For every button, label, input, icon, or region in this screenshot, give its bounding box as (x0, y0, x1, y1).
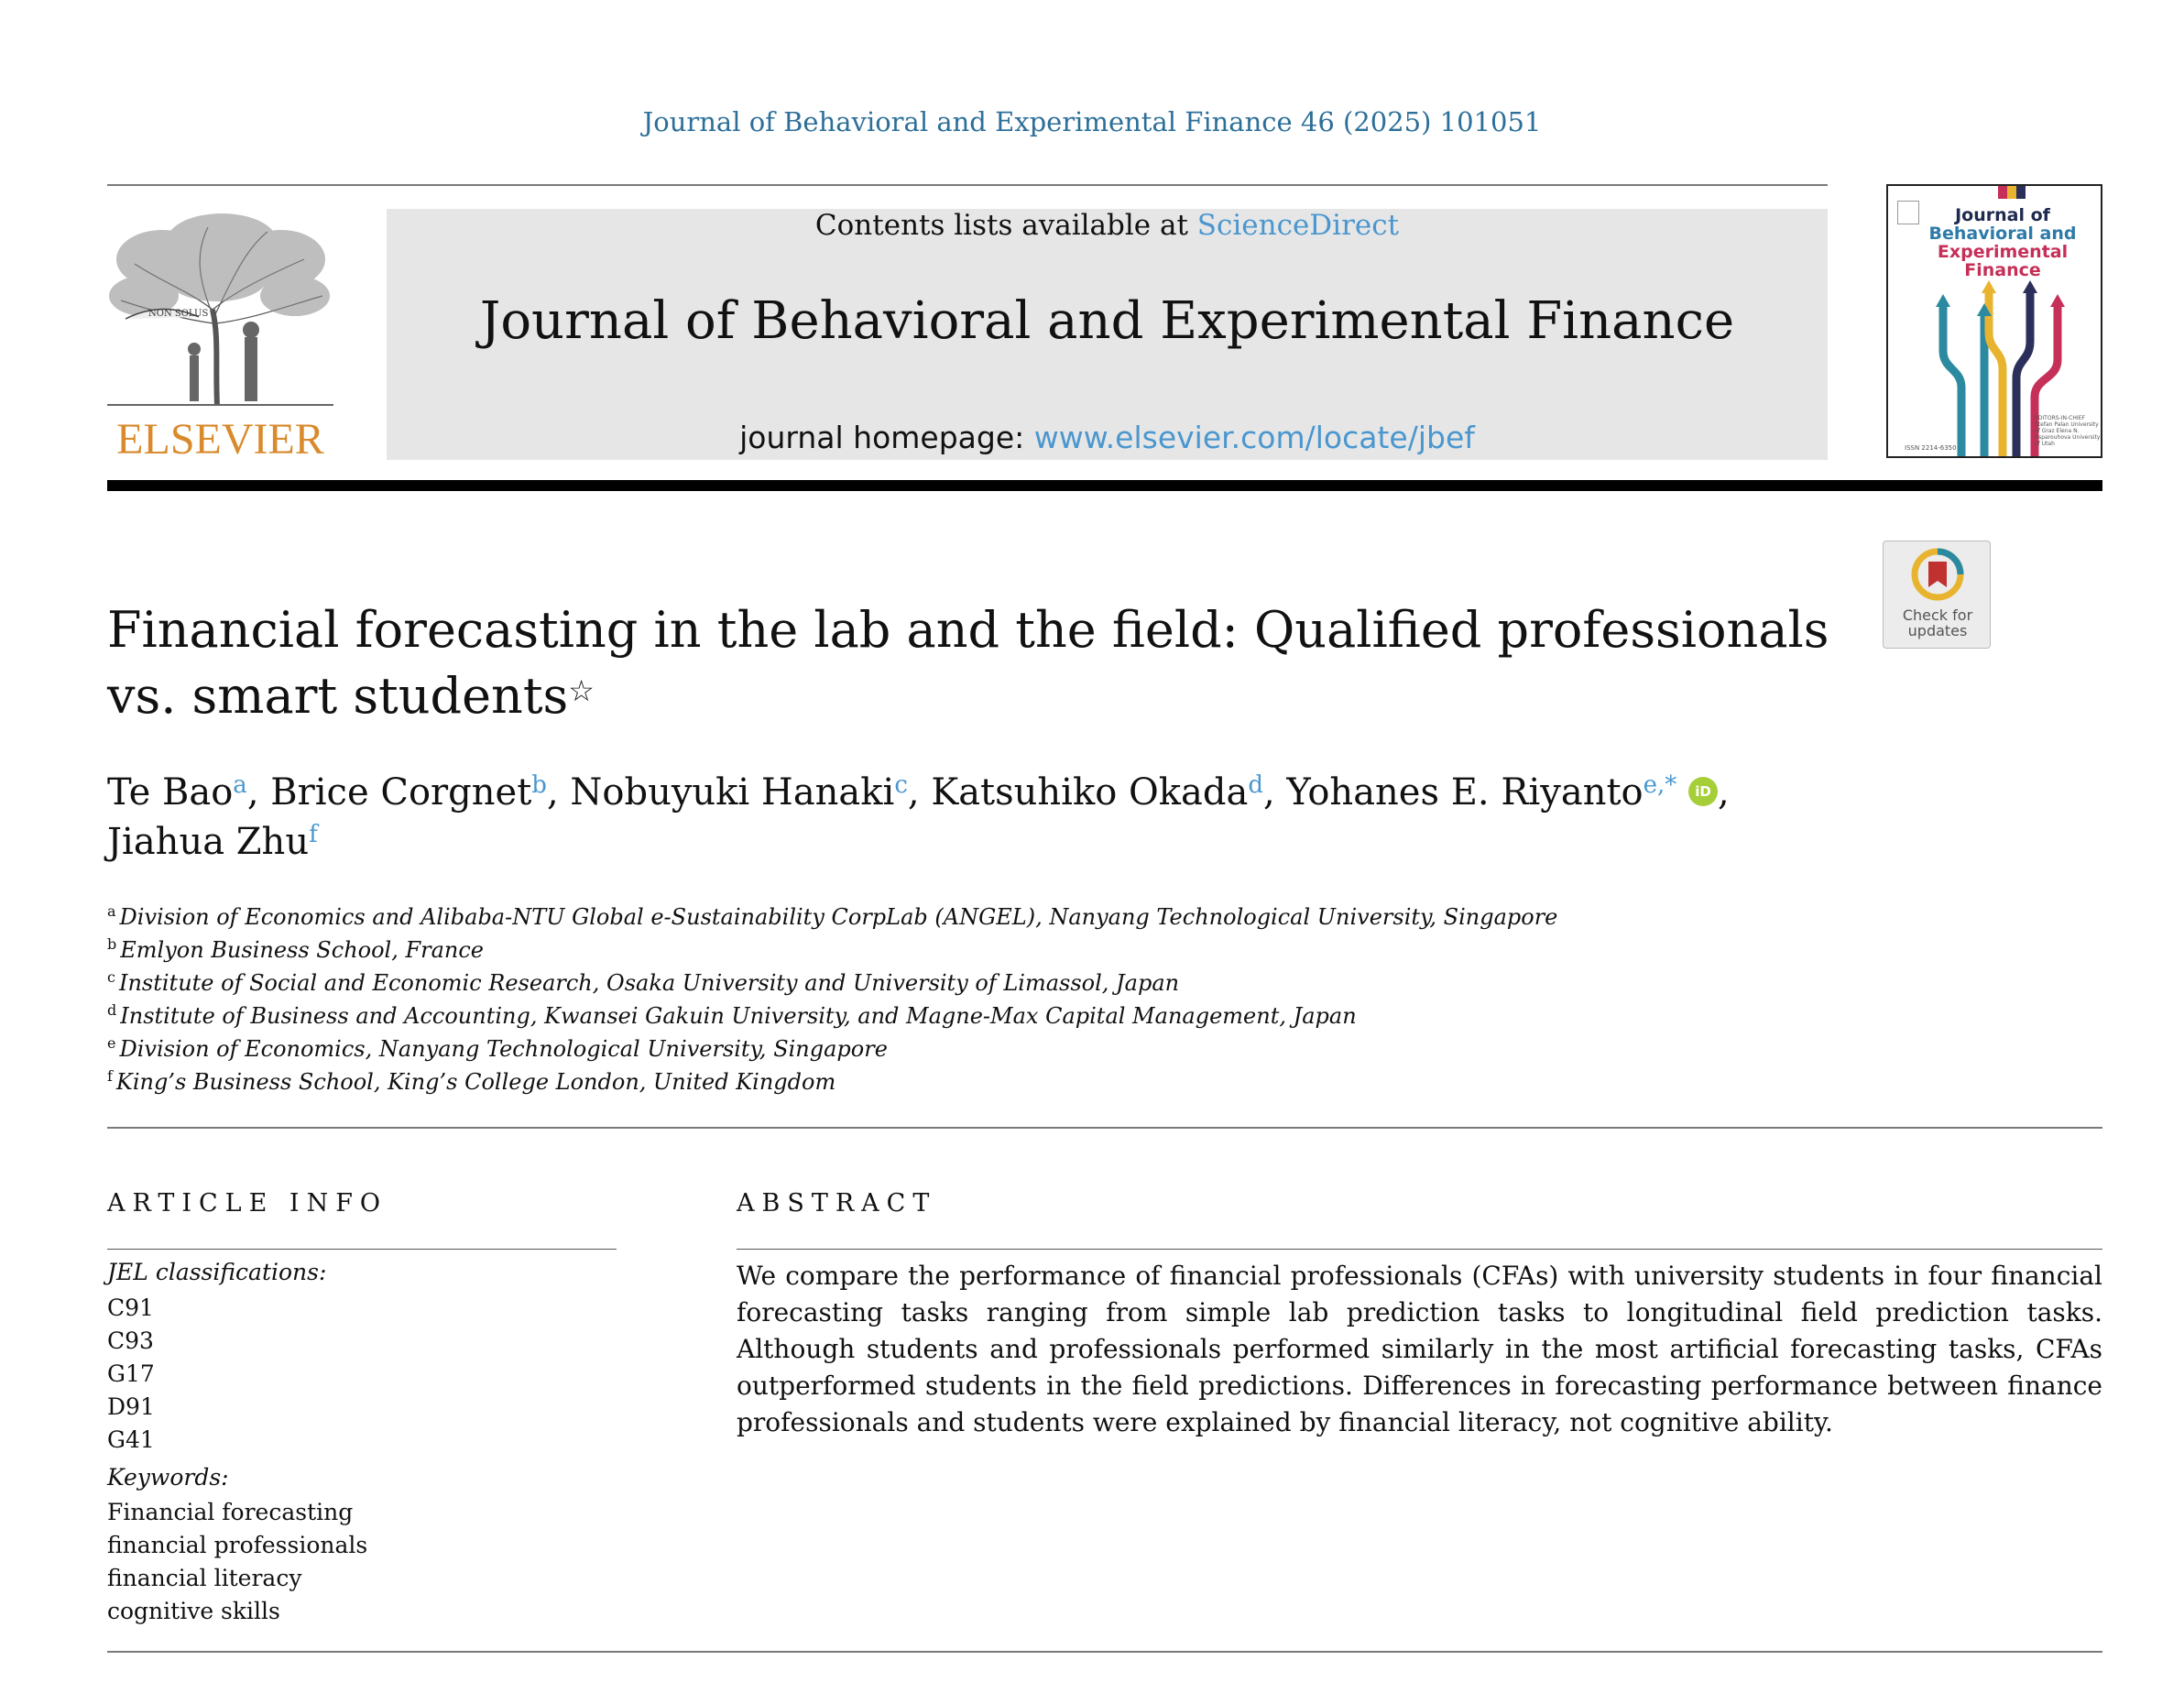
article-info-divider (107, 1249, 617, 1250)
cover-stripe (2007, 186, 2016, 199)
affiliation-marker: d (107, 1001, 117, 1019)
author-name[interactable]: Katsuhiko Okada (931, 771, 1249, 814)
jel-code: D91 (107, 1393, 155, 1420)
keyword: Financial forecasting (107, 1499, 354, 1525)
section-divider (107, 1127, 2102, 1129)
author-name[interactable]: Jiahua Zhu (107, 821, 310, 863)
author-affiliation-marker[interactable]: b (531, 771, 547, 799)
homepage-link[interactable]: www.elsevier.com/locate/jbef (1033, 420, 1475, 455)
affiliation-item (107, 1065, 1848, 1098)
affiliation-item (107, 901, 1848, 934)
orcid-icon[interactable]: iD (1688, 777, 1718, 806)
contents-line (387, 209, 1828, 242)
affiliation-item (107, 999, 1848, 1032)
article-title-text: Financial forecasting in the lab and the field: Qualified professionals vs. smart students (107, 601, 1829, 725)
affiliations-list (107, 901, 1848, 1098)
check-for-updates-button[interactable] (1883, 541, 1991, 649)
jel-code: C91 (107, 1294, 154, 1321)
cover-stripe (2016, 186, 2026, 199)
keywords-heading: Keywords: (107, 1464, 229, 1491)
author-affiliation-marker[interactable]: f (309, 821, 318, 848)
sciencedirect-link[interactable]: ScienceDirect (1196, 209, 1400, 242)
author-affiliation-marker[interactable]: d (1248, 771, 1263, 799)
author-affiliation-marker[interactable]: a (233, 771, 247, 799)
keyword: financial professionals (107, 1532, 368, 1558)
check-for-updates-line2: updates (1907, 622, 1968, 639)
check-for-updates-line1: Check for (1902, 606, 1973, 624)
cover-stripe (1998, 186, 2007, 199)
affiliation-marker: a (107, 902, 116, 920)
jel-code: G41 (107, 1426, 155, 1453)
article-title (107, 597, 1829, 729)
journal-cover[interactable] (1886, 184, 2102, 458)
author-name[interactable]: Yohanes E. Riyanto (1286, 771, 1643, 814)
cover-title-line1: Journal of (1955, 205, 2050, 225)
affiliation-text: Division of Economics, Nanyang Technological University, Singapore (119, 1036, 888, 1062)
check-for-updates-label (1884, 607, 1992, 639)
author-list: Te Bao$^a$, Brice Corgnet$^b$, Nobuyuki Hanaki$^c$, Katsuhiko Okada$^d$, Yohanes E. Riyanto$^{e,*}$ iD , Jiahua Zhu$^f$ (107, 771, 1730, 863)
author-affiliation-marker[interactable]: e,* (1643, 771, 1677, 799)
affiliation-text: Institute of Social and Economic Research, Osaka University and University of Limassol, Japan (118, 970, 1180, 996)
author-affiliation-marker[interactable]: c (894, 771, 908, 799)
jel-code: G17 (107, 1360, 155, 1387)
elsevier-wordmark[interactable]: ELSEVIER (116, 415, 324, 464)
tree-illustration-icon (107, 209, 333, 410)
cover-title (1906, 206, 2099, 279)
author-name[interactable]: Nobuyuki Hanaki (570, 771, 895, 814)
affiliation-text: King’s Business School, King’s College London, United Kingdom (115, 1069, 836, 1095)
abstract-divider (737, 1249, 2102, 1250)
homepage-prefix: journal homepage: (739, 420, 1034, 455)
abstract-heading: ABSTRACT (737, 1189, 937, 1218)
abstract-text: We compare the performance of financial professionals (CFAs) with university students in four financial forecasting tasks ranging from simple lab prediction tasks to longitudinal field prediction tasks. Although students and professionals performed similarly in the most artificial forecasting tasks, CFAs outperformed students in the field predictions. Differences in forecasting performance between finance professionals and students were explained by financial literacy, not cognitive ability. (737, 1261, 2102, 1437)
author-name[interactable]: Te Bao (107, 771, 234, 814)
article-info-heading: ARTICLE INFO (107, 1189, 388, 1218)
jel-code: C93 (107, 1327, 154, 1354)
affiliation-marker: e (107, 1034, 116, 1052)
cover-editors: EDITORS-IN-CHIEF Stefan Palan University of Graz Elena N. Asparouhova University of Utah (2035, 415, 2101, 447)
header-thick-divider (107, 480, 2102, 491)
affiliation-marker: f (107, 1067, 113, 1085)
logo-motto: NON SOLUS (148, 309, 209, 319)
affiliation-item (107, 967, 1848, 999)
keyword: financial literacy (107, 1565, 302, 1591)
author-name[interactable]: Brice Corgnet (270, 771, 532, 814)
affiliation-text: Division of Economics and Alibaba-NTU Global e-Sustainability CorpLab (ANGEL), Nanyang Technological University, Singapore (119, 904, 1558, 930)
affiliation-marker: b (107, 935, 117, 953)
crossmark-icon (1910, 547, 1965, 602)
cover-issn: ISSN 2214-6350 (1905, 444, 1957, 452)
homepage-line (387, 420, 1828, 455)
affiliation-item (107, 934, 1848, 967)
journal-name: Journal of Behavioral and Experimental Finance (479, 291, 1735, 351)
jel-code-list (107, 1292, 155, 1457)
contents-prefix: Contents lists available at (814, 209, 1197, 242)
jel-heading: JEL classifications: (107, 1259, 327, 1285)
cover-title-line3: Experimental Finance (1937, 242, 2069, 280)
cover-title-line2: Behavioral and (1928, 224, 2077, 244)
top-divider (107, 184, 1828, 186)
affiliation-text: Emlyon Business School, France (120, 937, 485, 963)
keyword-list (107, 1496, 367, 1628)
affiliation-marker: c (107, 968, 115, 986)
title-footnote-marker[interactable]: ☆ (568, 673, 595, 708)
keyword: cognitive skills (107, 1598, 280, 1624)
affiliation-text: Institute of Business and Accounting, Kwansei Gakuin University, and Magne-Max Capital Management, Japan (120, 1003, 1357, 1029)
affiliation-item (107, 1032, 1848, 1065)
journal-citation[interactable]: Journal of Behavioral and Experimental Finance 46 (2025) 101051 (642, 106, 1542, 137)
bottom-divider (107, 1651, 2102, 1653)
journal-banner (387, 209, 1828, 460)
